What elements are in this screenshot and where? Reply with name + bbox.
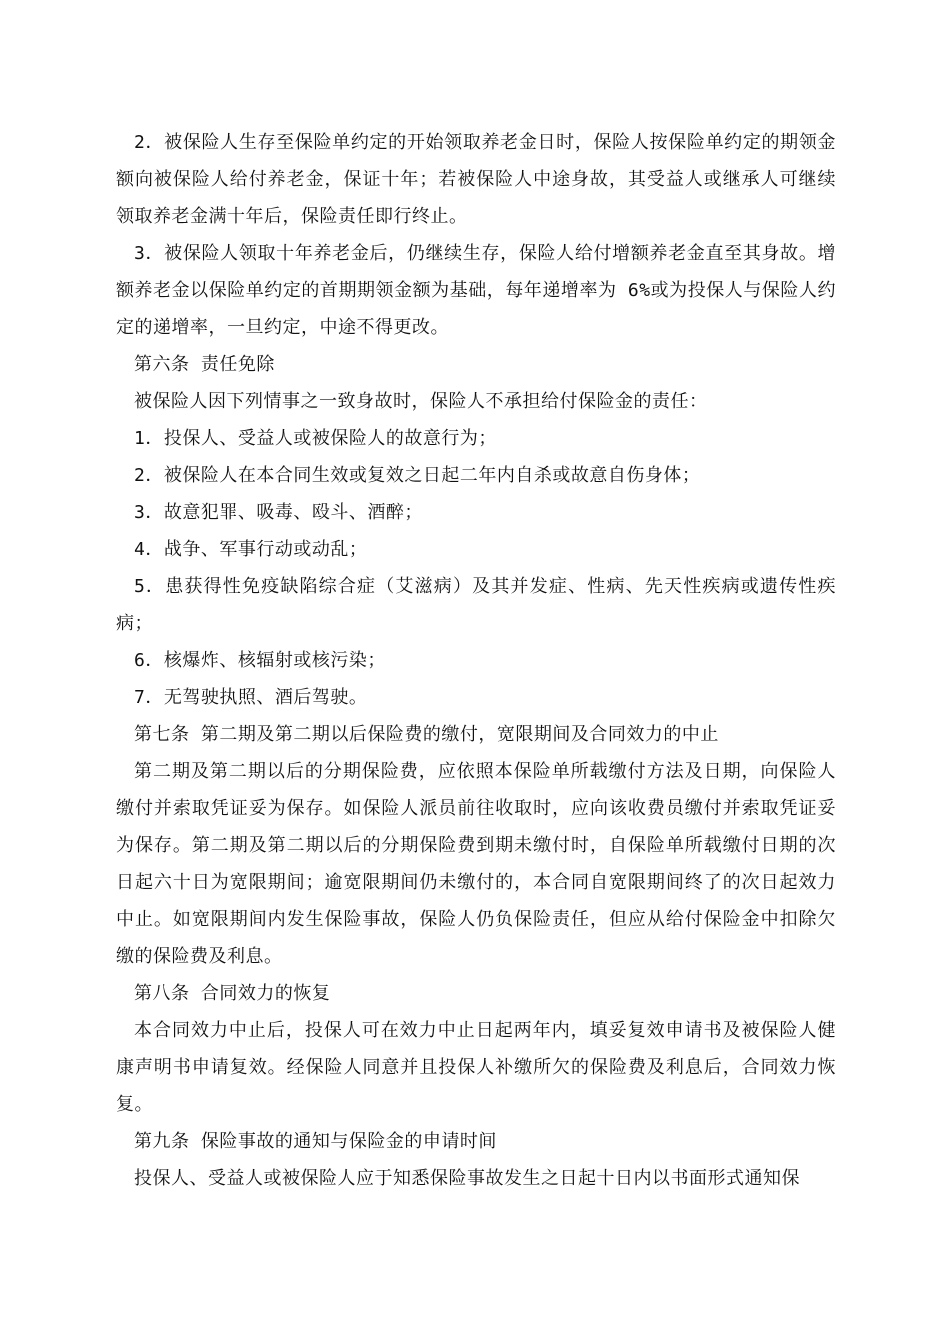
exclusion-item-7: 7．无驾驶执照、酒后驾驶。 (134, 687, 368, 708)
article-9-heading: 第九条 保险事故的通知与保险金的申请时间 (134, 1131, 497, 1152)
document-body (116, 124, 836, 1197)
clause-5-item-2: 2．被保险人生存至保险单约定的开始领取养老金日时，保险人按保险单约定的期领金额向被保险人给付养老金，保证十年；若被保险人中途身故，其受益人或继承人可继续领取养老金满十年后，保险责任即行终止。 (116, 132, 836, 227)
article-8-body: 本合同效力中止后，投保人可在效力中止日起两年内，填妥复效申请书及被保险人健康声明书申请复效。经保险人同意并且投保人补缴所欠的保险费及利息后，合同效力恢复。 (116, 1020, 836, 1115)
article-6-intro: 被保险人因下列情事之一致身故时，保险人不承担给付保险金的责任： (134, 391, 708, 412)
exclusion-item-5: 5．患获得性免疫缺陷综合症（艾滋病）及其并发症、性病、先天性疾病或遗传性疾病； (116, 576, 836, 634)
exclusion-item-4: 4．战争、军事行动或动乱； (134, 539, 368, 560)
article-7-body: 第二期及第二期以后的分期保险费，应依照本保险单所载缴付方法及日期，向保险人缴付并索取凭证妥为保存。如保险人派员前往收取时，应向该收费员缴付并索取凭证妥为保存。第二期及第二期以后的分期保险费到期未缴付时，自保险单所载缴付日期的次日起六十日为宽限期间；逾宽限期间仍未缴付的，本合同自宽限期间终了的次日起效力中止。如宽限期间内发生保险事故，保险人仍负保险责任，但应从给付保险金中扣除欠缴的保险费及利息。 (116, 761, 836, 967)
article-7-heading: 第七条 第二期及第二期以后保险费的缴付，宽限期间及合同效力的中止 (134, 724, 719, 745)
exclusion-item-1: 1．投保人、受益人或被保险人的故意行为； (134, 428, 497, 449)
article-8-heading: 第八条 合同效力的恢复 (134, 983, 331, 1004)
exclusion-item-2: 2．被保险人在本合同生效或复效之日起二年内自杀或故意自伤身体； (134, 465, 701, 486)
exclusion-item-3: 3．故意犯罪、吸毒、殴斗、酒醉； (134, 502, 423, 523)
article-9-body: 投保人、受益人或被保险人应于知悉保险事故发生之日起十日内以书面形式通知保 (134, 1168, 800, 1189)
article-6-heading: 第六条 责任免除 (134, 354, 275, 375)
clause-5-item-3: 3．被保险人领取十年养老金后，仍继续生存，保险人给付增额养老金直至其身故。增额养老金以保险单约定的首期期领金额为基础，每年递增率为 6%或为投保人与保险人约定的递增率，一旦约定，中途不得更改。 (116, 243, 836, 338)
exclusion-item-6: 6．核爆炸、核辐射或核污染； (134, 650, 386, 671)
